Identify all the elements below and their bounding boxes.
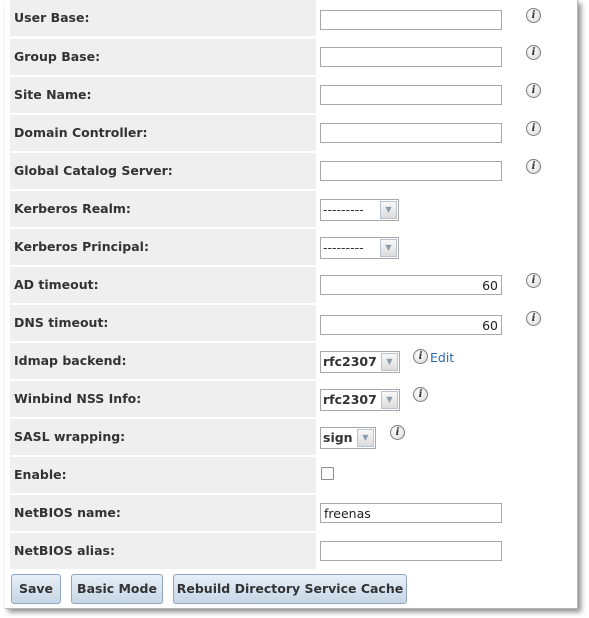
sasl-wrapping-value: sign: [323, 430, 353, 445]
info-icon[interactable]: i: [526, 121, 541, 136]
row-ad-timeout: [10, 267, 571, 303]
kerberos-principal-select[interactable]: [320, 237, 399, 259]
row-site-name: [10, 77, 571, 113]
row-kerberos-realm: [10, 191, 571, 227]
netbios-name-label: NetBIOS name:: [10, 495, 316, 531]
row-domain-controller: [10, 115, 571, 151]
site-name-field-cell: [318, 77, 571, 113]
winbind-nss-info-select[interactable]: [320, 389, 400, 411]
row-netbios-alias: [10, 533, 571, 569]
row-dns-timeout: [10, 305, 571, 341]
kerberos-principal-label: Kerberos Principal:: [10, 229, 316, 265]
domain-controller-field-cell: [318, 115, 571, 151]
group-base-field-cell: [318, 39, 571, 75]
netbios-alias-input[interactable]: [320, 541, 502, 561]
global-catalog-server-label: Global Catalog Server:: [10, 153, 316, 189]
basic-mode-button[interactable]: Basic Mode: [71, 574, 163, 604]
user-base-label: User Base:: [10, 0, 316, 36]
winbind-nss-info-label: Winbind NSS Info:: [10, 381, 316, 417]
idmap-backend-label: Idmap backend:: [10, 343, 316, 379]
sasl-wrapping-field-cell: [318, 419, 571, 455]
info-icon[interactable]: i: [526, 311, 541, 326]
row-enable: [10, 457, 571, 493]
user-base-field-cell: [318, 0, 571, 36]
enable-checkbox[interactable]: [321, 467, 334, 480]
info-icon[interactable]: i: [390, 425, 405, 440]
enable-field-cell: [318, 457, 571, 493]
group-base-input[interactable]: [320, 47, 502, 67]
ad-timeout-input[interactable]: [320, 275, 502, 295]
domain-controller-label: Domain Controller:: [10, 115, 316, 151]
kerberos-realm-field-cell: [318, 191, 571, 227]
info-icon[interactable]: i: [413, 387, 428, 402]
sasl-wrapping-select[interactable]: [320, 427, 376, 449]
global-catalog-server-input[interactable]: [320, 161, 502, 181]
idmap-backend-value: rfc2307: [323, 354, 377, 369]
site-name-input[interactable]: [320, 85, 502, 105]
info-icon[interactable]: i: [526, 45, 541, 60]
dns-timeout-field-cell: [318, 305, 571, 341]
chevron-down-icon[interactable]: ▼: [380, 239, 397, 257]
row-kerberos-principal: [10, 229, 571, 265]
netbios-name-field-cell: [318, 495, 571, 531]
info-icon[interactable]: i: [526, 159, 541, 174]
user-base-input[interactable]: [320, 10, 502, 30]
enable-label: Enable:: [10, 457, 316, 493]
global-catalog-server-field-cell: [318, 153, 571, 189]
kerberos-realm-value: ---------: [323, 202, 364, 217]
info-icon[interactable]: i: [526, 273, 541, 288]
info-icon[interactable]: i: [526, 8, 541, 23]
row-global-catalog-server: [10, 153, 571, 189]
domain-controller-input[interactable]: [320, 123, 502, 143]
kerberos-realm-select[interactable]: [320, 199, 399, 221]
row-idmap-backend: [10, 343, 571, 379]
chevron-down-icon[interactable]: ▼: [357, 429, 374, 447]
info-icon[interactable]: i: [413, 349, 428, 364]
dns-timeout-label: DNS timeout:: [10, 305, 316, 341]
idmap-backend-select[interactable]: [320, 351, 400, 373]
winbind-nss-info-value: rfc2307: [323, 392, 377, 407]
sasl-wrapping-label: SASL wrapping:: [10, 419, 316, 455]
row-netbios-name: [10, 495, 571, 531]
netbios-name-input[interactable]: [320, 503, 502, 523]
winbind-nss-info-field-cell: [318, 381, 571, 417]
chevron-down-icon[interactable]: ▼: [381, 353, 398, 371]
chevron-down-icon[interactable]: ▼: [380, 201, 397, 219]
row-sasl-wrapping: [10, 419, 571, 455]
idmap-backend-field-cell: [318, 343, 571, 379]
ad-timeout-label: AD timeout:: [10, 267, 316, 303]
idmap-edit-link[interactable]: Edit: [430, 350, 455, 365]
kerberos-principal-value: ---------: [323, 240, 364, 255]
kerberos-principal-field-cell: [318, 229, 571, 265]
site-name-label: Site Name:: [10, 77, 316, 113]
ad-timeout-field-cell: [318, 267, 571, 303]
kerberos-realm-label: Kerberos Realm:: [10, 191, 316, 227]
directory-service-dialog: [5, 0, 578, 609]
dns-timeout-input[interactable]: [320, 315, 502, 335]
row-group-base: [10, 39, 571, 75]
chevron-down-icon[interactable]: ▼: [381, 391, 398, 409]
row-user-base: [10, 0, 571, 36]
info-icon[interactable]: i: [526, 83, 541, 98]
netbios-alias-field-cell: [318, 533, 571, 569]
row-winbind-nss-info: [10, 381, 571, 417]
group-base-label: Group Base:: [10, 39, 316, 75]
save-button[interactable]: Save: [11, 574, 61, 604]
netbios-alias-label: NetBIOS alias:: [10, 533, 316, 569]
rebuild-directory-cache-button[interactable]: Rebuild Directory Service Cache: [173, 574, 407, 604]
